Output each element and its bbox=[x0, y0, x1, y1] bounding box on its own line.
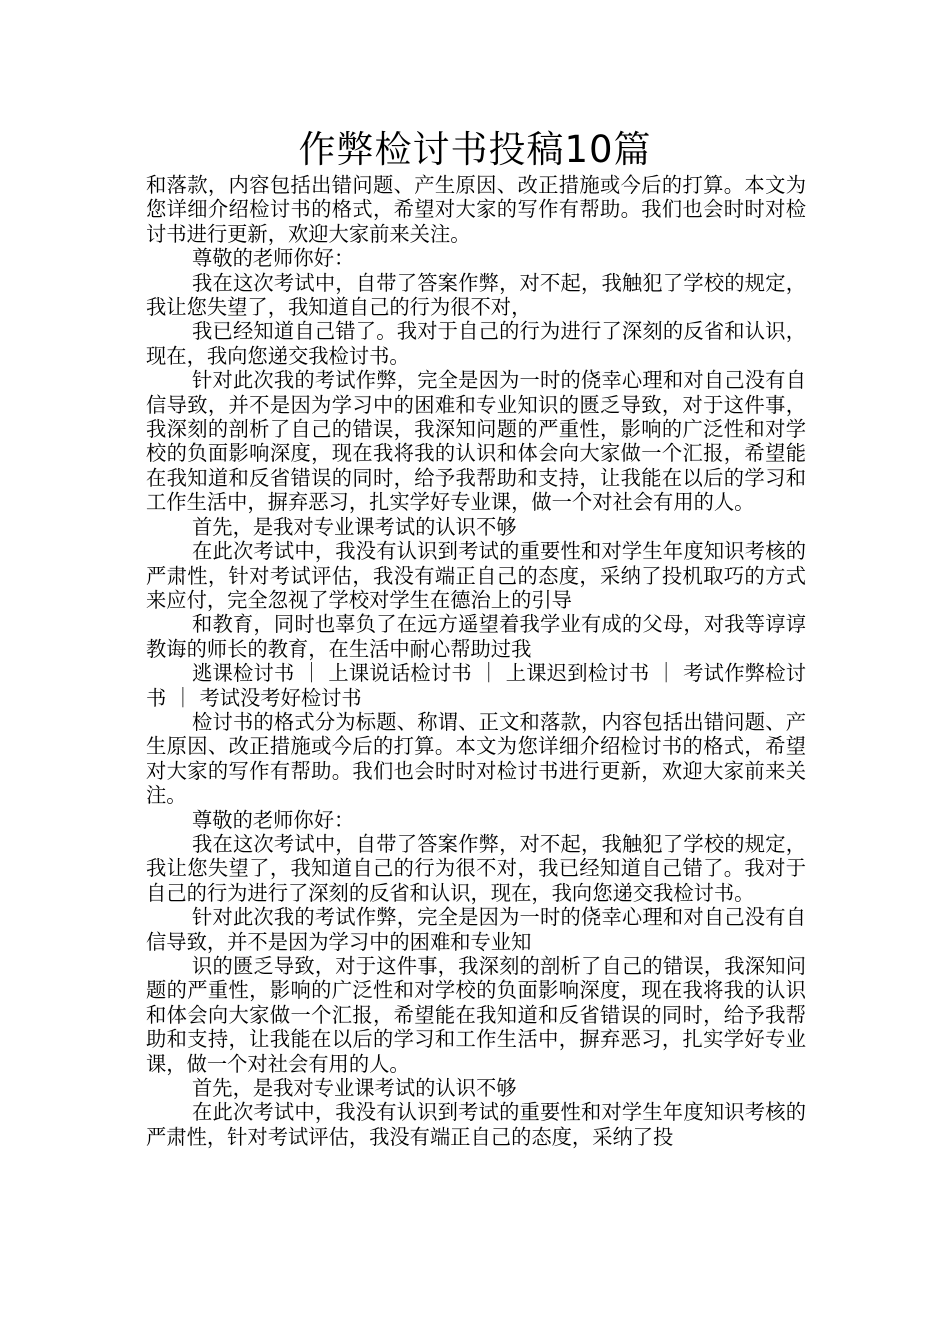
body-paragraph: 和教育，同时也辜负了在远方遥望着我学业有成的父母，对我等谆谆教诲的师长的教育，在生活中耐心帮助过我 bbox=[146, 612, 806, 661]
body-paragraph: 针对此次我的考试作弊，完全是因为一时的侥幸心理和对自己没有自信导致，并不是因为学习中的困难和专业知识的匮乏导致，对于这件事，我深刻的剖析了自己的错误，我深知问题的严重性，影响的广泛性和对学校的负面影响深度，现在我将我的认识和体会向大家做一个汇报，希望能在我知道和反省错误的同时，给予我帮助和支持，让我能在以后的学习和工作生活中，摒弃恶习，扎实学好专业课，做一个对社会有用的人。 bbox=[146, 368, 806, 515]
body-paragraph: 我已经知道自己错了。我对于自己的行为进行了深刻的反省和认识，现在，我向您递交我检讨书。 bbox=[146, 319, 806, 368]
body-paragraph: 尊敬的老师你好： bbox=[192, 807, 355, 832]
body-paragraph: 我在这次考试中，自带了答案作弊，对不起，我触犯了学校的规定，我让您失望了，我知道自己的行为很不对，我已经知道自己错了。我对于自己的行为进行了深刻的反省和认识，现在，我向您递交我检讨书。 bbox=[146, 831, 806, 905]
document-body bbox=[146, 173, 806, 1149]
body-paragraph: 首先，是我对专业课考试的认识不够 bbox=[192, 1076, 517, 1101]
body-paragraph: 在此次考试中，我没有认识到考试的重要性和对学生年度知识考核的严肃性，针对考试评估，我没有端正自己的态度，采纳了投机取巧的方式来应付，完全忽视了学校对学生在德治上的引导 bbox=[146, 539, 806, 612]
body-paragraph: 尊敬的老师你好： bbox=[192, 246, 355, 271]
body-paragraph: 检讨书的格式分为标题、称谓、正文和落款，内容包括出错问题、产生原因、改正措施或今后的打算。本文为您详细介绍检讨书的格式，希望对大家的写作有帮助。我们也会时时对检讨书进行更新，欢迎大家前来关注。 bbox=[146, 709, 806, 808]
body-paragraph: 逃课检讨书 ｜ 上课说话检讨书 ｜ 上课迟到检讨书 ｜ 考试作弊检讨书 ｜ 考试没考好检讨书 bbox=[146, 661, 806, 710]
body-paragraph: 针对此次我的考试作弊，完全是因为一时的侥幸心理和对自己没有自信导致，并不是因为学习中的困难和专业知 bbox=[146, 905, 806, 954]
body-paragraph: 在此次考试中，我没有认识到考试的重要性和对学生年度知识考核的严肃性，针对考试评估，我没有端正自己的态度，采纳了投 bbox=[146, 1100, 806, 1149]
body-paragraph: 识的匮乏导致，对于这件事，我深刻的剖析了自己的错误，我深知问题的严重性，影响的广泛性和对学校的负面影响深度，现在我将我的认识和体会向大家做一个汇报，希望能在我知道和反省错误的同时，给予我帮助和支持，让我能在以后的学习和工作生活中，摒弃恶习，扎实学好专业课，做一个对社会有用的人。 bbox=[146, 954, 806, 1076]
body-paragraph: 首先，是我对专业课考试的认识不够 bbox=[192, 514, 517, 539]
document-title: 作弊检讨书投稿10篇 bbox=[298, 128, 652, 171]
body-paragraph: 我在这次考试中，自带了答案作弊，对不起，我触犯了学校的规定，我让您失望了，我知道自己的行为很不对， bbox=[146, 270, 806, 320]
body-paragraph: 和落款，内容包括出错问题、产生原因、改正措施或今后的打算。本文为您详细介绍检讨书的格式，希望对大家的写作有帮助。我们也会时时对检讨书进行更新，欢迎大家前来关注。 bbox=[146, 173, 806, 246]
